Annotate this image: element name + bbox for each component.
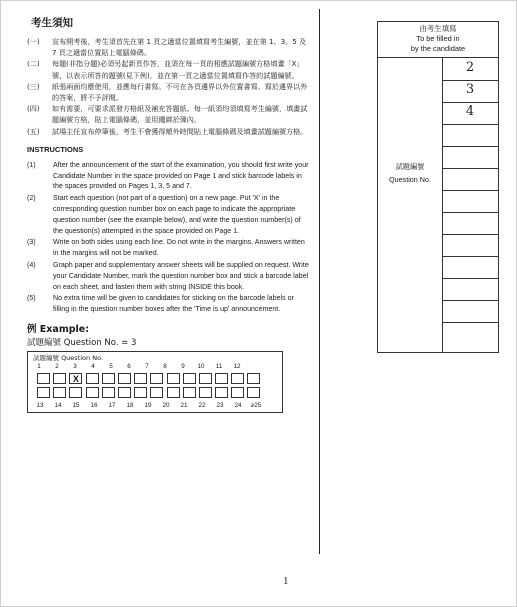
- box-number: 9: [181, 362, 185, 370]
- zh-item-number: (四): [27, 104, 40, 114]
- question-checkbox[interactable]: [183, 373, 196, 384]
- question-no-row-line: [442, 124, 498, 125]
- question-no-row-line: [442, 146, 498, 147]
- top-number-row: [30, 363, 246, 370]
- example-question-line: 試題編號 Question No. = 3: [27, 337, 137, 348]
- question-checkbox[interactable]: [118, 387, 131, 398]
- column-divider: [319, 9, 320, 554]
- question-checkbox[interactable]: [231, 373, 244, 384]
- zh-item-number: (一): [27, 37, 40, 46]
- en-instruction-item: [27, 293, 309, 315]
- box-number: 5: [109, 362, 113, 370]
- box-number: 16: [90, 401, 98, 409]
- zh-instruction-item: [27, 103, 309, 125]
- box-number: 17: [108, 401, 116, 409]
- question-no-row-line: [442, 278, 498, 279]
- en-instruction-item: [27, 237, 309, 259]
- question-checkbox[interactable]: [102, 387, 115, 398]
- candidate-box-header-en2: by the candidate: [410, 44, 466, 53]
- zh-item-number: (三): [27, 81, 40, 91]
- zh-item-number: (五): [27, 126, 40, 136]
- question-checkbox[interactable]: [150, 373, 163, 384]
- box-number: 18: [126, 401, 134, 409]
- box-number: 7: [145, 362, 149, 370]
- instructions-column: [27, 15, 309, 413]
- zh-instruction-item: [27, 36, 309, 58]
- zh-item-text: 每題(非指分題)必須另起新頁作答，並須在每一頁的相應試題編號方格填畫「X」號，以表示所答的題號(見下例)，並在第一頁之適當位置填寫作答的試題編號。: [52, 59, 304, 80]
- question-no-label-en: Question No.: [389, 175, 431, 184]
- question-checkbox[interactable]: [134, 373, 147, 384]
- candidate-question-box: [377, 21, 499, 353]
- question-no-row-line: [442, 190, 498, 191]
- box-number: ≥25: [250, 401, 262, 409]
- question-checkbox[interactable]: [167, 373, 180, 384]
- box-number: 11: [215, 362, 223, 370]
- box-number: 3: [73, 362, 77, 370]
- question-checkbox[interactable]: [86, 373, 99, 384]
- question-checkbox[interactable]: [150, 387, 163, 398]
- bottom-checkbox-row: [37, 387, 264, 398]
- en-instructions-title: INSTRUCTIONS: [27, 144, 84, 154]
- question-checkbox[interactable]: [37, 387, 50, 398]
- en-item-number: (5): [27, 294, 36, 303]
- question-checkbox[interactable]: [37, 373, 50, 384]
- en-item-text: Write on both sides using each line. Do not write in the margins. Answers written in the margins will not be marked.: [53, 238, 305, 258]
- question-checkbox[interactable]: [86, 387, 99, 398]
- question-checkbox[interactable]: [247, 373, 260, 384]
- example-question-number-box: [27, 351, 283, 413]
- question-no-row-line: [442, 102, 498, 103]
- handwritten-question-number[interactable]: 2: [465, 60, 475, 75]
- zh-instructions-title: 考生須知: [31, 17, 73, 29]
- en-item-number: (4): [27, 261, 36, 269]
- question-checkbox[interactable]: [215, 373, 228, 384]
- question-no-row-line: [442, 80, 498, 81]
- question-checkbox[interactable]: [53, 373, 66, 384]
- candidate-box-header-zh: 由考生填寫: [419, 24, 457, 33]
- question-no-row-line: [442, 234, 498, 235]
- box-number: 22: [198, 401, 206, 409]
- question-no-row-line: [442, 300, 498, 301]
- box-number: 24: [234, 401, 242, 409]
- en-item-text: Graph paper and supplementary answer sheets will be supplied on request. Write your Candidate Number, mark the question number box and stick a barcode label on each sheet, and fasten them with string INSIDE this book.: [53, 261, 309, 291]
- zh-item-text: 如有需要，可要求派發方格紙及補充答題紙。每一紙須均須填寫考生編號，填畫試題編號方格，貼上電腦條碼，並用繩綁於簿內。: [52, 104, 308, 125]
- zh-instruction-item: [27, 81, 309, 103]
- en-instruction-item: [27, 160, 309, 192]
- question-no-row-line: [442, 256, 498, 257]
- question-checkbox[interactable]: [102, 373, 115, 384]
- zh-item-number: (二): [27, 59, 40, 69]
- zh-item-text: 試場主任宣布停筆後，考生不會獲得額外時間貼上電腦條碼及填畫試題編號方格。: [52, 126, 308, 136]
- box-number: 8: [163, 362, 167, 370]
- en-item-text: Start each question (not part of a question) on a new page. Put 'X' in the corresponding question number box on each page to indicate the appropriate question number (see the example below), and write the question number(s) of the question(s) attempted in the space provided on Page 1.: [53, 194, 301, 235]
- handwritten-question-number[interactable]: 3: [465, 82, 475, 97]
- en-item-text: No extra time will be given to candidates for sticking on the barcode labels or filling in the question number boxes after the 'Time is up' announcement.: [53, 294, 294, 314]
- candidate-box-header: [378, 22, 498, 58]
- question-checkbox[interactable]: [69, 387, 82, 398]
- question-checkbox-marked[interactable]: X: [69, 373, 82, 384]
- box-number: 2: [55, 362, 59, 370]
- box-number: 13: [36, 401, 44, 409]
- zh-instruction-item: [27, 58, 309, 80]
- box-number: 12: [233, 362, 241, 370]
- question-no-label: [378, 160, 442, 186]
- box-number: 6: [127, 362, 131, 370]
- page-number: 1: [283, 575, 289, 587]
- question-checkbox[interactable]: [247, 387, 260, 398]
- question-checkbox[interactable]: [53, 387, 66, 398]
- box-number: 14: [54, 401, 62, 409]
- zh-item-text: 紙張兩面均應使用，並應每行書寫。不可在各頁邊界以外位置書寫。寫於邊界以外的答案，將不予評閱。: [52, 81, 308, 103]
- box-number: 23: [216, 401, 224, 409]
- en-instruction-item: [27, 260, 309, 292]
- zh-item-text: 宣布開考後，考生須首先在第 1 頁之適當位置填寫考生編號，並在第 1、3、5 及 7 頁之適當位置貼上電腦條碼。: [52, 37, 307, 58]
- en-item-text: After the announcement of the start of the examination, you should first write your Candidate Number in the space provided on Page 1 and stick barcode labels in the spaces provided on Pages 1, 3, 5 and 7.: [53, 160, 309, 191]
- en-item-number: (3): [27, 238, 36, 247]
- question-checkbox[interactable]: [199, 387, 212, 398]
- bottom-number-row: [31, 402, 265, 409]
- question-no-row-line: [442, 322, 498, 323]
- box-number: 1: [37, 362, 41, 370]
- question-no-row-line: [442, 212, 498, 213]
- candidate-box-header-en1: To be filled in: [416, 34, 460, 43]
- box-number: 19: [144, 401, 152, 409]
- box-number: 10: [197, 362, 205, 370]
- question-no-label-zh: 試題編號: [395, 162, 425, 171]
- en-item-number: (1): [27, 160, 36, 169]
- box-number: 20: [162, 401, 170, 409]
- question-checkbox[interactable]: [231, 387, 244, 398]
- question-checkbox[interactable]: [183, 387, 196, 398]
- handwritten-question-number[interactable]: 4: [465, 104, 475, 119]
- example-title: 例 Example:: [27, 323, 90, 335]
- question-checkbox[interactable]: [134, 387, 147, 398]
- top-checkbox-row: [37, 373, 264, 384]
- box-number: 15: [72, 401, 80, 409]
- question-checkbox[interactable]: [215, 387, 228, 398]
- box-number: 21: [180, 401, 188, 409]
- example-box-header: 試題編號 Question No.: [33, 353, 103, 362]
- box-number: 4: [91, 362, 95, 370]
- zh-instruction-item: [27, 126, 309, 137]
- en-item-number: (2): [27, 194, 36, 203]
- en-instruction-item: [27, 193, 309, 236]
- question-checkbox[interactable]: [199, 373, 212, 384]
- question-checkbox[interactable]: [167, 387, 180, 398]
- question-no-row-line: [442, 168, 498, 169]
- question-checkbox[interactable]: [118, 373, 131, 384]
